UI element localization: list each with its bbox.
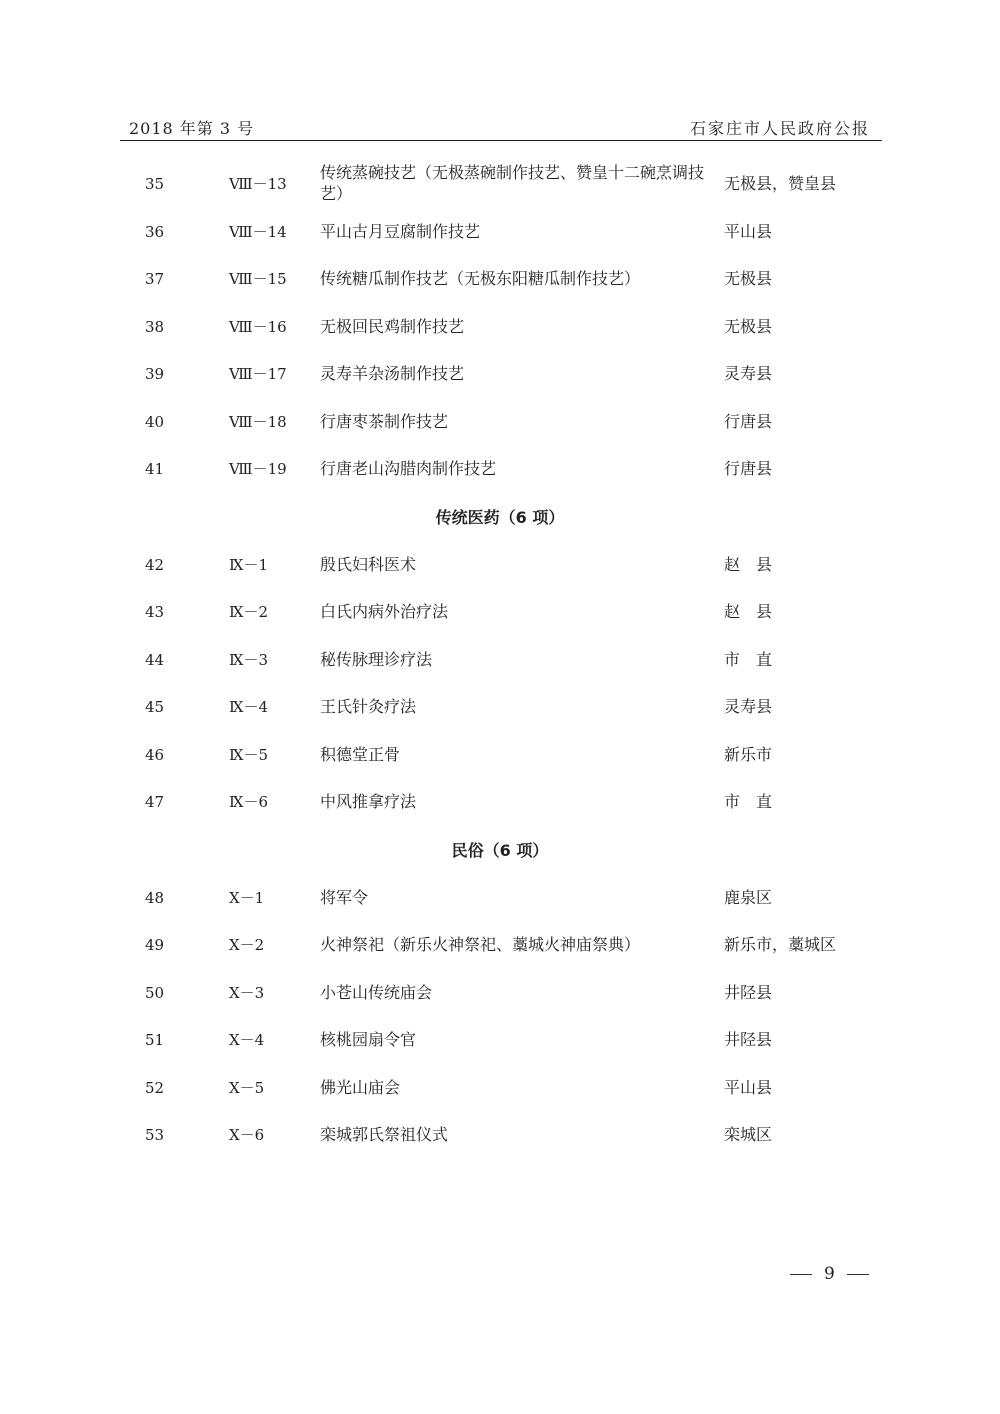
row-number: 50 — [145, 984, 165, 1002]
row-place: 新乐市，藁城区 — [724, 935, 837, 954]
row-number: 51 — [145, 1031, 165, 1049]
table-row — [0, 449, 1000, 489]
row-name: 行唐老山沟腊肉制作技艺 — [320, 459, 497, 478]
table-row — [0, 307, 1000, 347]
row-name: 中风推拿疗法 — [320, 792, 417, 811]
table-row — [0, 925, 1000, 965]
table-row — [0, 212, 1000, 252]
table-row — [0, 640, 1000, 680]
row-number: 36 — [145, 223, 165, 241]
row-number: 42 — [145, 556, 165, 574]
row-code: Ⅸ－2 — [229, 603, 269, 621]
row-number: 43 — [145, 603, 165, 621]
row-name: 传统糖瓜制作技艺（无极东阳糖瓜制作技艺） — [320, 269, 641, 288]
row-place: 栾城区 — [724, 1125, 773, 1144]
row-name: 无极回民鸡制作技艺 — [320, 317, 465, 336]
row-name: 传统蒸碗技艺（无极蒸碗制作技艺、赞皇十二碗烹调技艺） — [320, 163, 705, 203]
row-place: 平山县 — [724, 1078, 773, 1097]
table-row — [0, 354, 1000, 394]
row-code: Ⅸ－5 — [229, 746, 269, 764]
row-number: 52 — [145, 1079, 165, 1097]
row-number: 49 — [145, 936, 165, 954]
publication-title: 石家庄市人民政府公报 — [689, 119, 870, 138]
row-number: 48 — [145, 889, 165, 907]
row-place: 市 直 — [724, 792, 773, 811]
row-place: 赵 县 — [724, 602, 773, 621]
issue-number: 2018 年第 3 号 — [129, 119, 255, 138]
row-number: 37 — [145, 270, 165, 288]
row-place: 灵寿县 — [724, 364, 773, 383]
row-place: 无极县，赞皇县 — [724, 174, 837, 193]
row-code: Ⅹ－2 — [229, 936, 265, 954]
row-name: 积德堂正骨 — [320, 745, 401, 764]
row-code: Ⅷ－19 — [229, 460, 287, 478]
row-place: 灵寿县 — [724, 697, 773, 716]
row-name: 将军令 — [320, 888, 369, 907]
row-name: 秘传脉理诊疗法 — [320, 650, 433, 669]
row-number: 45 — [145, 698, 165, 716]
row-code: Ⅷ－18 — [229, 413, 287, 431]
row-name: 行唐枣茶制作技艺 — [320, 412, 449, 431]
row-code: Ⅹ－6 — [229, 1126, 265, 1144]
row-place: 赵 县 — [724, 555, 773, 574]
row-code: Ⅷ－15 — [229, 270, 287, 288]
row-name: 栾城郭氏祭祖仪式 — [320, 1125, 449, 1144]
row-name: 平山古月豆腐制作技艺 — [320, 222, 481, 241]
dash-right — [847, 1274, 869, 1275]
row-code: Ⅹ－5 — [229, 1079, 265, 1097]
table-row — [0, 1068, 1000, 1108]
table-row — [0, 259, 1000, 299]
row-number: 38 — [145, 318, 165, 336]
row-name: 火神祭祀（新乐火神祭祀、藁城火神庙祭典） — [320, 935, 641, 954]
row-place: 鹿泉区 — [724, 888, 773, 907]
row-name: 白氏内病外治疗法 — [320, 602, 449, 621]
row-number: 46 — [145, 746, 165, 764]
table-row — [0, 1020, 1000, 1060]
row-name: 灵寿羊杂汤制作技艺 — [320, 364, 465, 383]
row-number: 44 — [145, 651, 165, 669]
row-place: 市 直 — [724, 650, 773, 669]
table-row — [0, 545, 1000, 585]
row-code: Ⅷ－16 — [229, 318, 287, 336]
row-number: 53 — [145, 1126, 165, 1144]
table-row — [0, 782, 1000, 822]
row-name: 小苍山传统庙会 — [320, 983, 433, 1002]
table-row — [0, 973, 1000, 1013]
table-row — [0, 592, 1000, 632]
table-row — [0, 878, 1000, 918]
row-code: Ⅷ－14 — [229, 223, 287, 241]
row-code: Ⅷ－13 — [229, 175, 287, 193]
row-number: 39 — [145, 365, 165, 383]
section-title-medicine: 传统医药（6 项） — [435, 508, 565, 527]
table-row — [0, 161, 1000, 207]
row-number: 40 — [145, 413, 165, 431]
row-code: Ⅹ－4 — [229, 1031, 265, 1049]
page-number-footer — [790, 1264, 869, 1284]
row-place: 无极县 — [724, 269, 773, 288]
row-name: 佛光山庙会 — [320, 1078, 401, 1097]
section-title-folk: 民俗（6 项） — [451, 841, 549, 860]
row-number: 35 — [145, 175, 165, 193]
table-row — [0, 687, 1000, 727]
row-code: Ⅸ－6 — [229, 793, 269, 811]
table-row — [0, 735, 1000, 775]
row-place: 行唐县 — [724, 412, 773, 431]
row-code: Ⅹ－1 — [229, 889, 265, 907]
row-name: 王氏针灸疗法 — [320, 697, 417, 716]
row-place: 井陉县 — [724, 1030, 773, 1049]
table-row — [0, 402, 1000, 442]
row-code: Ⅷ－17 — [229, 365, 287, 383]
row-place: 行唐县 — [724, 459, 773, 478]
row-name: 殷氏妇科医术 — [320, 555, 417, 574]
row-code: Ⅸ－1 — [229, 556, 269, 574]
row-place: 无极县 — [724, 317, 773, 336]
row-number: 41 — [145, 460, 165, 478]
row-place: 平山县 — [724, 222, 773, 241]
row-code: Ⅸ－4 — [229, 698, 269, 716]
row-code: Ⅹ－3 — [229, 984, 265, 1002]
table-row — [0, 1115, 1000, 1155]
row-place: 新乐市 — [724, 745, 773, 764]
dash-left — [790, 1274, 812, 1275]
page-number: 9 — [824, 1264, 835, 1284]
row-name: 核桃园扇令官 — [320, 1030, 417, 1049]
header-rule — [120, 140, 882, 141]
row-code: Ⅸ－3 — [229, 651, 269, 669]
row-place: 井陉县 — [724, 983, 773, 1002]
row-number: 47 — [145, 793, 165, 811]
